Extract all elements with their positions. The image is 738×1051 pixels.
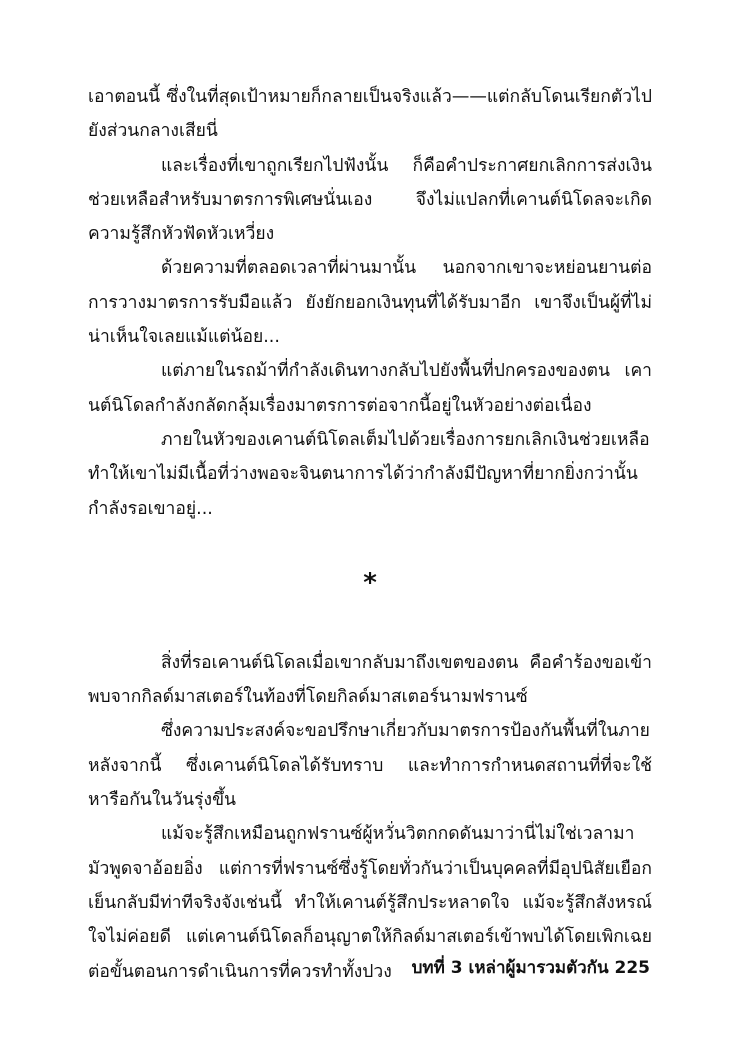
paragraph-2: และเรื่องที่เขาถูกเรียกไปฟังนั้น ก็คือคำประกาศยกเลิกการส่งเงินช่วยเหลือสำหรับมาตรการพิเศษนั่นเอง จึงไม่แปลกที่เคานต์นิโดลจะเกิดความรู้สึกหัวฟัดหัวเหวี่ยง (88, 155, 652, 245)
paragraph-8: แม้จะรู้สึกเหมือนถูกฟรานซ์ผู้หวั่นวิตกกดดันมาว่านี่ไม่ใช่เวลามามัวพูดจาอ้อยอิ่ง แต่การที่ฟรานซ์ซึ่งรู้โดยทั่วกันว่าเป็นบุคคลที่มีอุปนิสัยเยือกเย็นกลับมีท่าทีจริงจังเช่นนี้ ทำให้เคานต์รู้สึกประหลาดใจ แม้จะรู้สึกสังหรณ์ใจไม่ค่อยดี แต่เคานต์นิโดลก็อนุญาตให้กิลด์มาสเตอร์เข้าพบได้โดยเพิกเฉยต่อขั้นตอนการดำเนินการที่ควรทำทั้งปวง (88, 824, 652, 982)
page-body (88, 80, 652, 989)
paragraph-1: เอาตอนนี้ ซึ่งในที่สุดเป้าหมายก็กลายเป็นจริงแล้ว——แต่กลับโดนเรียกตัวไปยังส่วนกลางเสียนี่ (88, 87, 652, 142)
page-footer: บทที่ 3 เหล่าผู้มารวมตัวกัน 225 (411, 958, 650, 978)
paragraph-4: แต่ภายในรถม้าที่กำลังเดินทางกลับไปยังพื้นที่ปกครองของตน เคานต์นิโดลกำลังกลัดกลุ้มเรื่องมาตรการต่อจากนี้อยู่ในหัวอย่างต่อเนื่อง (88, 361, 652, 416)
paragraph-7: ซึ่งความประสงค์จะขอปรึกษาเกี่ยวกับมาตรการป้องกันพื้นที่ในภายหลังจากนี้ ซึ่งเคานต์นิโดลได้รับทราบ และทำการกำหนดสถานที่ที่จะใช้หารือกันในวันรุ่งขึ้น (88, 721, 652, 811)
section-separator: * (363, 567, 377, 598)
paragraph-6: สิ่งที่รอเคานต์นิโดลเมื่อเขากลับมาถึงเขตของตน คือคำร้องขอเข้าพบจากกิลด์มาสเตอร์ในท้องที่โดยกิลด์มาสเตอร์นามฟรานซ์ (88, 652, 652, 708)
paragraph-3: ด้วยความที่ตลอดเวลาที่ผ่านมานั้น นอกจากเขาจะหย่อนยานต่อการวางมาตรการรับมือแล้ว ยังยักยอกเงินทุนที่ได้รับมาอีก เขาจึงเป็นผู้ที่ไม่น่าเห็นใจเลยแม้แต่น้อย... (88, 258, 652, 348)
paragraph-5: ภายในหัวของเคานต์นิโดลเต็มไปด้วยเรื่องการยกเลิกเงินช่วยเหลือ ทำให้เขาไม่มีเนื้อที่ว่างพอจะจินตนาการได้ว่ากำลังมีปัญหาที่ยากยิ่งกว่านั้นกำลังรอเขาอยู่... (88, 429, 650, 519)
